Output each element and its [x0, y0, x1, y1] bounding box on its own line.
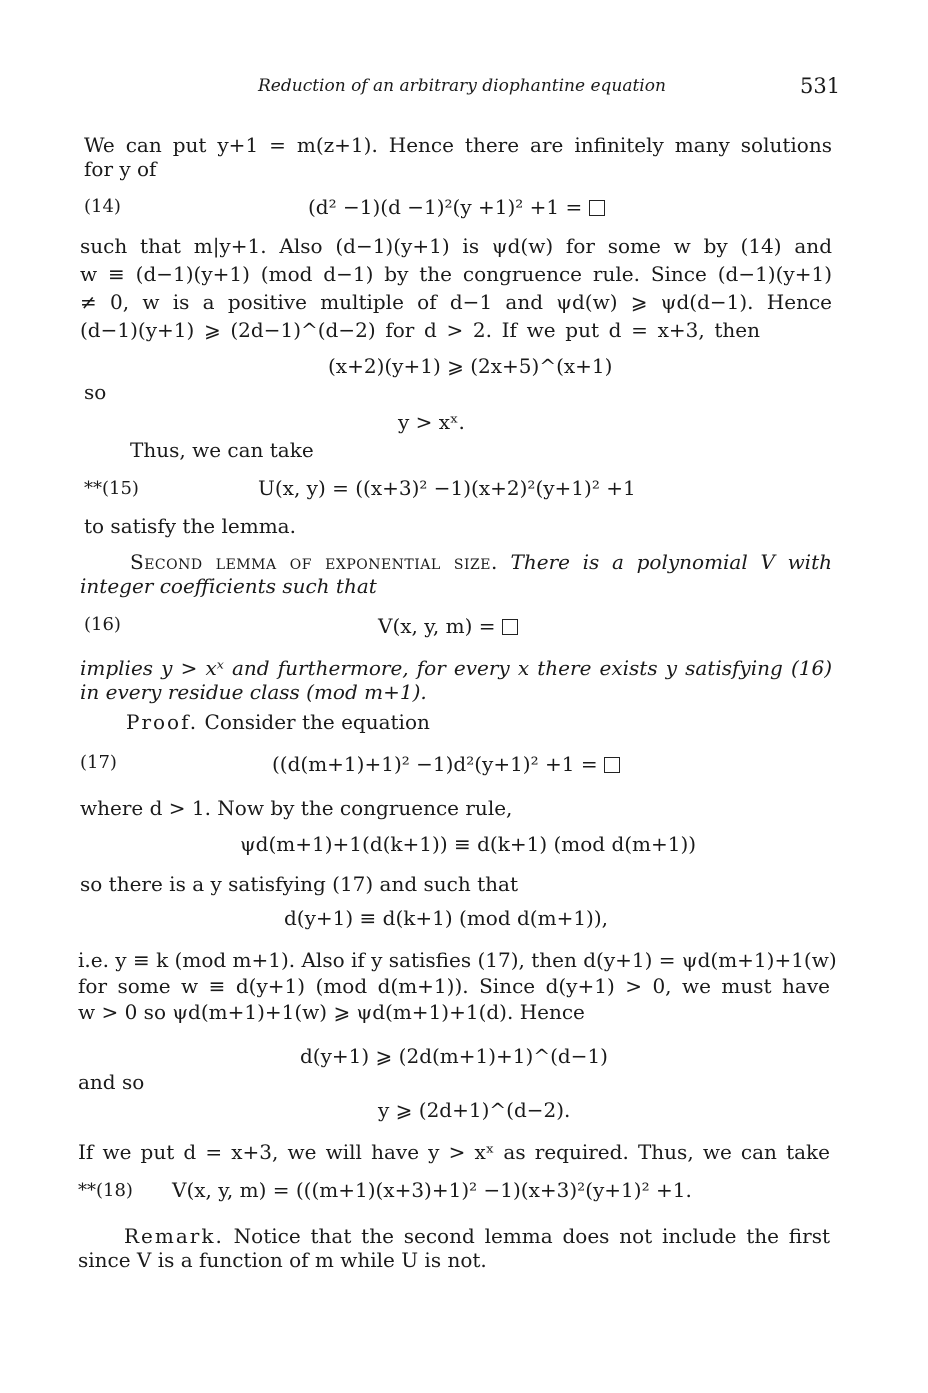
- paragraph-line: If we put d = x+3, we will have y > xˣ as required. Thus, we can take: [78, 1140, 830, 1164]
- equation-18: V(x, y, m) = (((m+1)(x+3)+1)² −1)(x+3)²(y+1)² +1.: [172, 1178, 692, 1202]
- equation-text: (d² −1)(d −1)²(y +1)² +1 =: [308, 195, 589, 219]
- equation-inequality-4: y ⩾ (2d+1)^(d−2).: [378, 1098, 571, 1122]
- equation-14: [308, 195, 605, 219]
- lemma-statement-line: [130, 550, 832, 574]
- paragraph-line: such that m|y+1. Also (d−1)(y+1) is ψd(w) for some w by (14) and: [80, 234, 832, 258]
- equation-label-18: **(18): [78, 1180, 133, 1201]
- equation-label-15: **(15): [84, 478, 139, 499]
- paragraph-line: i.e. y ≡ k (mod m+1). Also if y satisfies (17), then d(y+1) = ψd(m+1)+1(w): [78, 948, 837, 972]
- remark-text: Notice that the second lemma does not include the first: [233, 1224, 831, 1248]
- proof-text: Consider the equation: [204, 710, 430, 734]
- lemma-heading: Second lemma of exponential size.: [130, 550, 498, 574]
- paragraph-line: for some w ≡ d(y+1) (mod d(m+1)). Since d(y+1) > 0, we must have: [78, 974, 830, 998]
- paragraph-line: so: [84, 380, 107, 404]
- paragraph-line: to satisfy the lemma.: [84, 514, 296, 538]
- square-symbol: [502, 619, 518, 635]
- equation-congruence-1: ψd(m+1)+1(d(k+1)) ≡ d(k+1) (mod d(m+1)): [240, 832, 697, 856]
- running-title: Reduction of an arbitrary diophantine equation: [258, 76, 666, 96]
- page-number: 531: [800, 74, 841, 98]
- equation-label-14: (14): [84, 196, 121, 217]
- lemma-text: There is a polynomial V with: [510, 550, 832, 574]
- paragraph-line: (d−1)(y+1) ⩾ (2d−1)^(d−2) for d > 2. If we put d = x+3, then: [80, 318, 760, 342]
- equation-label-16: (16): [84, 614, 121, 635]
- lemma-statement-line: in every residue class (mod m+1).: [80, 680, 427, 704]
- paragraph-line: and so: [78, 1070, 145, 1094]
- equation-16: [378, 614, 518, 638]
- equation-inequality-1: (x+2)(y+1) ⩾ (2x+5)^(x+1): [328, 354, 613, 378]
- proof-line: [126, 710, 430, 734]
- remark-line: since V is a function of m while U is not.: [78, 1248, 487, 1272]
- paragraph-line: ≠ 0, w is a positive multiple of d−1 and ψd(w) ⩾ ψd(d−1). Hence: [80, 290, 832, 314]
- equation-17: [272, 752, 620, 776]
- paragraph-line: w > 0 so ψd(m+1)+1(w) ⩾ ψd(m+1)+1(d). Hence: [78, 1000, 585, 1024]
- square-symbol: [604, 757, 620, 773]
- remark-heading: Remark.: [124, 1224, 224, 1248]
- proof-heading: Proof.: [126, 710, 199, 734]
- paragraph-line: We can put y+1 = m(z+1). Hence there are infinitely many solutions: [84, 133, 832, 157]
- equation-15: U(x, y) = ((x+3)² −1)(x+2)²(y+1)² +1: [258, 476, 636, 500]
- equation-text: V(x, y, m) =: [378, 614, 502, 638]
- lemma-statement-line: integer coefficients such that: [80, 574, 377, 598]
- paragraph-line: so there is a y satisfying (17) and such that: [80, 872, 518, 896]
- paragraph-line: for y of: [84, 157, 157, 181]
- equation-text: ((d(m+1)+1)² −1)d²(y+1)² +1 =: [272, 752, 604, 776]
- remark-line: [124, 1224, 830, 1248]
- lemma-statement-line: implies y > xˣ and furthermore, for every x there exists y satisfying (16): [80, 656, 832, 680]
- equation-inequality-3: d(y+1) ⩾ (2d(m+1)+1)^(d−1): [300, 1044, 608, 1068]
- paragraph-line: w ≡ (d−1)(y+1) (mod d−1) by the congruence rule. Since (d−1)(y+1): [80, 262, 832, 286]
- square-symbol: [589, 200, 605, 216]
- equation-inequality-2: y > xˣ.: [398, 410, 465, 434]
- paragraph-line: Thus, we can take: [130, 438, 314, 462]
- equation-label-17: (17): [80, 752, 117, 773]
- paragraph-line: where d > 1. Now by the congruence rule,: [80, 796, 513, 820]
- equation-congruence-2: d(y+1) ≡ d(k+1) (mod d(m+1)),: [284, 906, 609, 930]
